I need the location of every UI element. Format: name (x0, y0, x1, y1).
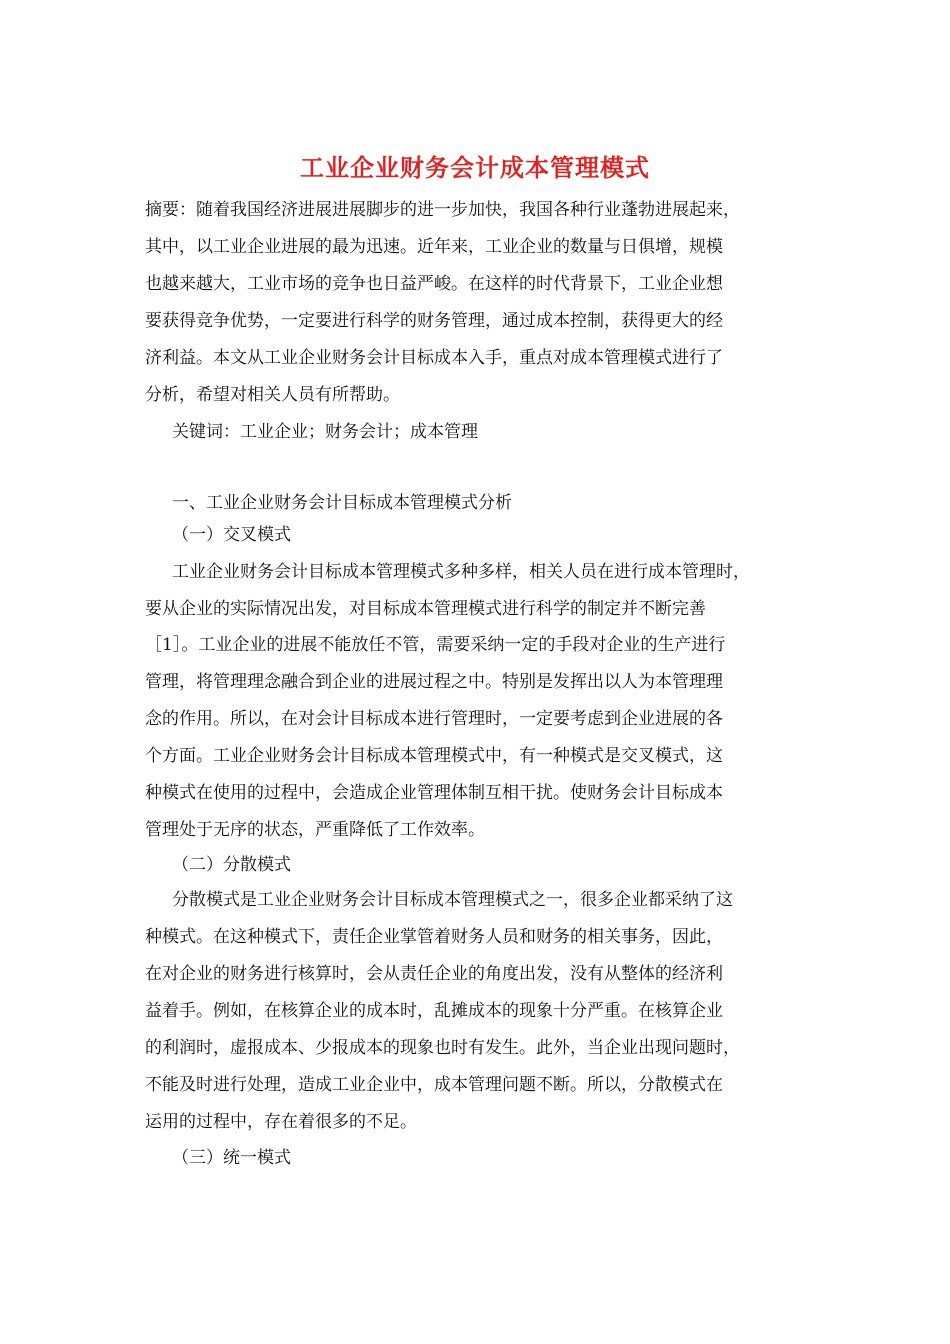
paragraph-1-line-2: 要从企业的实际情况出发，对目标成本管理模式进行科学的制定并不断完善 (145, 599, 706, 619)
abstract-line-5: 济利益。本文从工业企业财务会计目标成本入手，重点对成本管理模式进行了 (145, 348, 723, 368)
paragraph-1-line-6: 个方面。工业企业财务会计目标成本管理模式中，有一种模式是交叉模式，这 (145, 746, 723, 766)
paragraph-2-line-3: 在对企业的财务进行核算时，会从责任企业的角度出发，没有从整体的经济利 (145, 964, 723, 984)
paragraph-1-line-3: ［1］。工业企业的进展不能放任不管，需要采纳一定的手段对企业的生产进行 (145, 635, 726, 655)
paragraph-2-line-1: 分散模式是工业企业财务会计目标成本管理模式之一，很多企业都采纳了这 (172, 890, 733, 910)
subsection-heading-3: （三）统一模式 (172, 1148, 291, 1168)
section-heading: 一、工业企业财务会计目标成本管理模式分析 (172, 493, 512, 513)
abstract-line-2: 其中，以工业企业进展的最为迅速。近年来，工业企业的数量与日俱增，规模 (145, 237, 723, 257)
abstract-line-4: 要获得竞争优势，一定要进行科学的财务管理，通过成本控制，获得更大的经 (145, 311, 723, 331)
abstract-line-3: 也越来越大，工业市场的竞争也日益严峻。在这样的时代背景下，工业企业想 (145, 274, 723, 294)
subsection-heading-2: （二）分散模式 (172, 855, 291, 875)
paragraph-2-line-7: 运用的过程中，存在着很多的不足。 (145, 1112, 417, 1132)
subsection-heading-1: （一）交叉模式 (172, 525, 291, 545)
abstract-line-6: 分析，希望对相关人员有所帮助。 (145, 385, 400, 405)
paragraph-1-line-4: 管理，将管理理念融合到企业的进展过程之中。特别是发挥出以人为本管理理 (145, 672, 723, 692)
paragraph-2-line-6: 不能及时进行处理，造成工业企业中，成本管理问题不断。所以，分散模式在 (145, 1075, 723, 1095)
paragraph-1-line-5: 念的作用。所以，在对会计目标成本进行管理时，一定要考虑到企业进展的各 (145, 709, 723, 729)
keywords-line: 关键词：工业企业；财务会计；成本管理 (172, 422, 478, 442)
paragraph-2-line-2: 种模式。在这种模式下，责任企业掌管着财务人员和财务的相关事务，因此， (145, 927, 723, 947)
paragraph-2-line-5: 的利润时，虚报成本、少报成本的现象也时有发生。此外，当企业出现问题时， (145, 1038, 740, 1058)
paragraph-2-line-4: 益着手。例如，在核算企业的成本时，乱摊成本的现象十分严重。在核算企业 (145, 1001, 723, 1021)
abstract-line-1: 摘要：随着我国经济进展进展脚步的进一步加快，我国各种行业蓬勃进展起来， (145, 200, 740, 220)
document-title: 工业企业财务会计成本管理模式 (300, 153, 650, 182)
paragraph-1-line-8: 管理处于无序的状态，严重降低了工作效率。 (145, 820, 485, 840)
paragraph-1-line-7: 种模式在使用的过程中，会造成企业管理体制互相干扰。使财务会计目标成本 (145, 783, 723, 803)
paragraph-1-line-1: 工业企业财务会计目标成本管理模式多种多样，相关人员在进行成本管理时， (172, 562, 750, 582)
